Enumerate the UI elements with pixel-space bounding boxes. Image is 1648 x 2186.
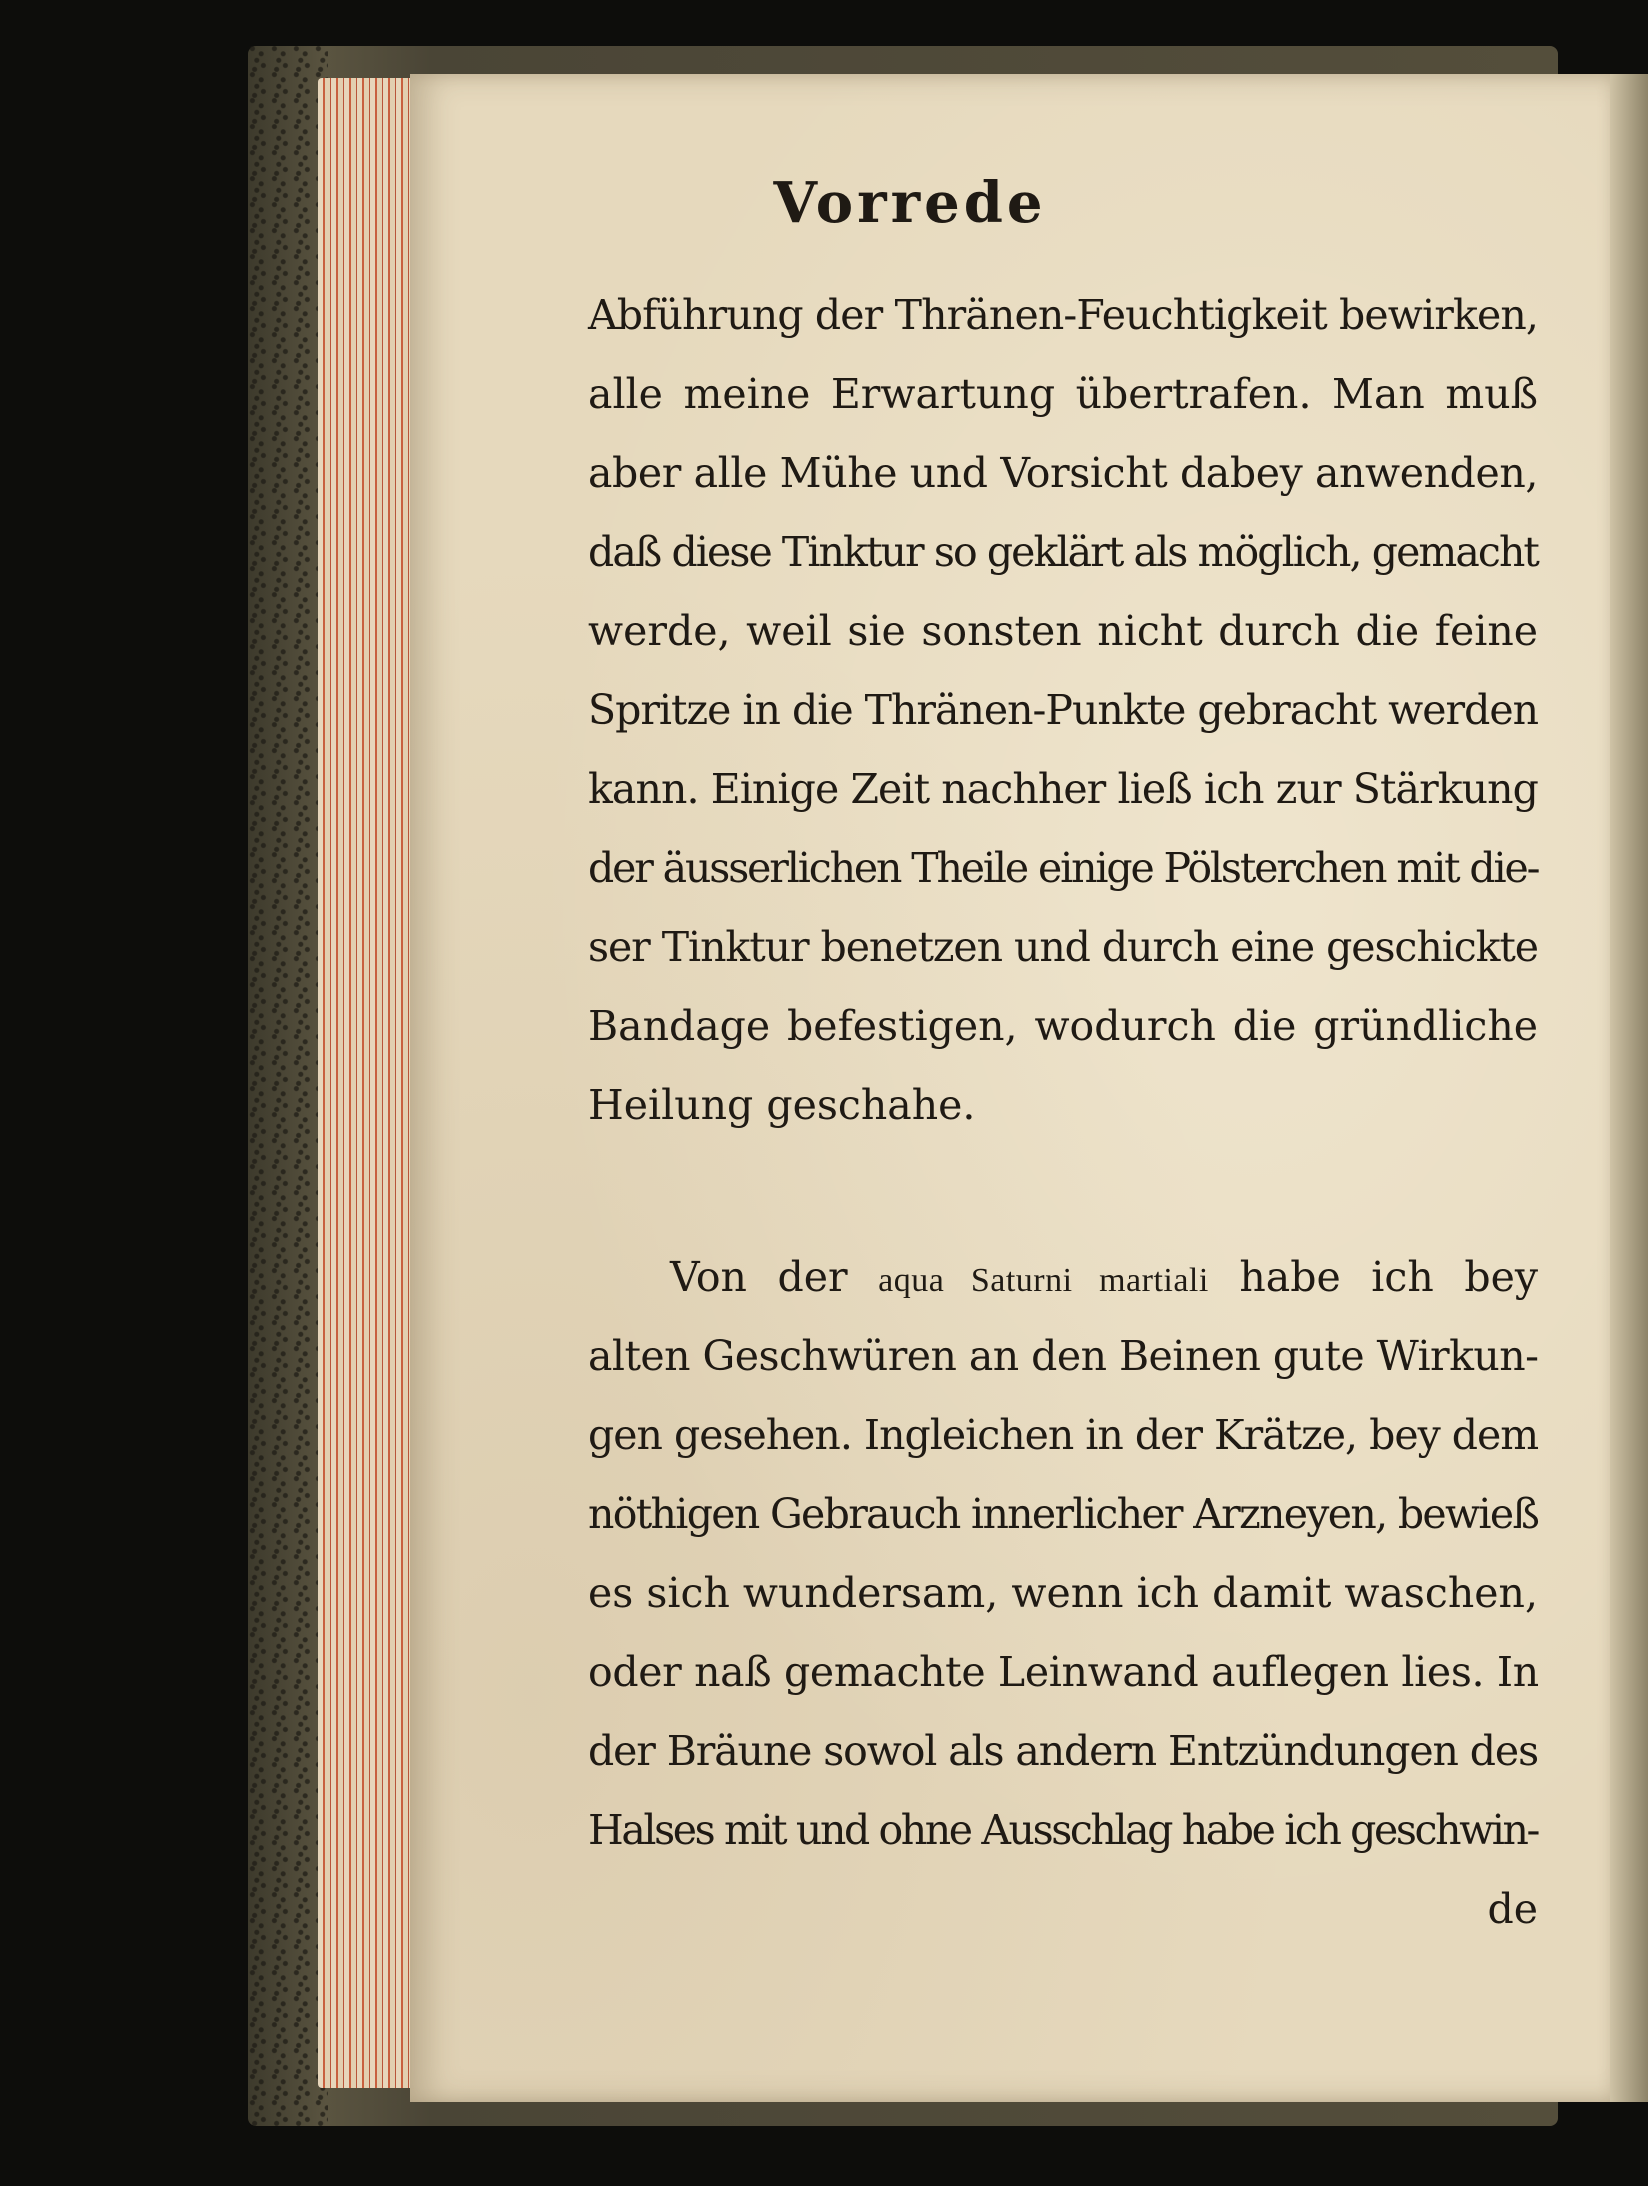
text-line: oder naß gemachte Leinwand auflegen lies. In (588, 1648, 1539, 1696)
latin-term: aqua Saturni martiali (878, 1262, 1209, 1299)
text-line: daß diese Tinktur so geklärt als möglich, gemacht (588, 528, 1538, 576)
running-header: Vorrede (773, 170, 1047, 236)
paragraph-gap (588, 1145, 1538, 1238)
text-line: werde, weil sie sonsten nicht durch die feine (588, 607, 1538, 655)
facing-page-edge (1610, 74, 1648, 2102)
text-line: gen gesehen. Ingleichen in der Krätze, bey dem (588, 1411, 1539, 1459)
cover-texture (248, 46, 328, 2126)
text-line: Bandage befestigen, wodurch die gründliche (588, 1002, 1538, 1050)
text-line: es sich wundersam, wenn ich damit waschen, (588, 1569, 1538, 1617)
body-text (588, 276, 1538, 1949)
text-run: habe ich bey (1239, 1253, 1538, 1301)
text-line: alle meine Erwartung übertrafen. Man muß (588, 370, 1538, 418)
catchword: de (1487, 1885, 1538, 1933)
text-line: Abführung der Thränen-Feuchtigkeit bewirken, (588, 291, 1539, 339)
paragraph-first-line (588, 1238, 1538, 1317)
text-line: Spritze in die Thränen-Punkte gebracht werden (588, 686, 1538, 734)
text-line: aber alle Mühe und Vorsicht dabey anwenden, (588, 449, 1538, 497)
text-line: nöthigen Gebrauch innerlicher Arzneyen, bewieß (588, 1490, 1539, 1538)
text-line: alten Geschwüren an den Beinen gute Wirkun- (588, 1332, 1539, 1380)
text-run: Von der (670, 1253, 848, 1301)
text-line: kann. Einige Zeit nachher ließ ich zur Stärkung (588, 765, 1538, 813)
text-line: der Bräune sowol als andern Entzündungen des (588, 1727, 1538, 1775)
text-line: ser Tinktur benetzen und durch eine geschickte (588, 923, 1538, 971)
text-line: Heilung geschahe. (588, 1081, 976, 1129)
text-line: der äusserlichen Theile einige Pölsterchen mit die- (588, 844, 1539, 892)
text-line: Halses mit und ohne Ausschlag habe ich geschwin- (588, 1806, 1538, 1854)
